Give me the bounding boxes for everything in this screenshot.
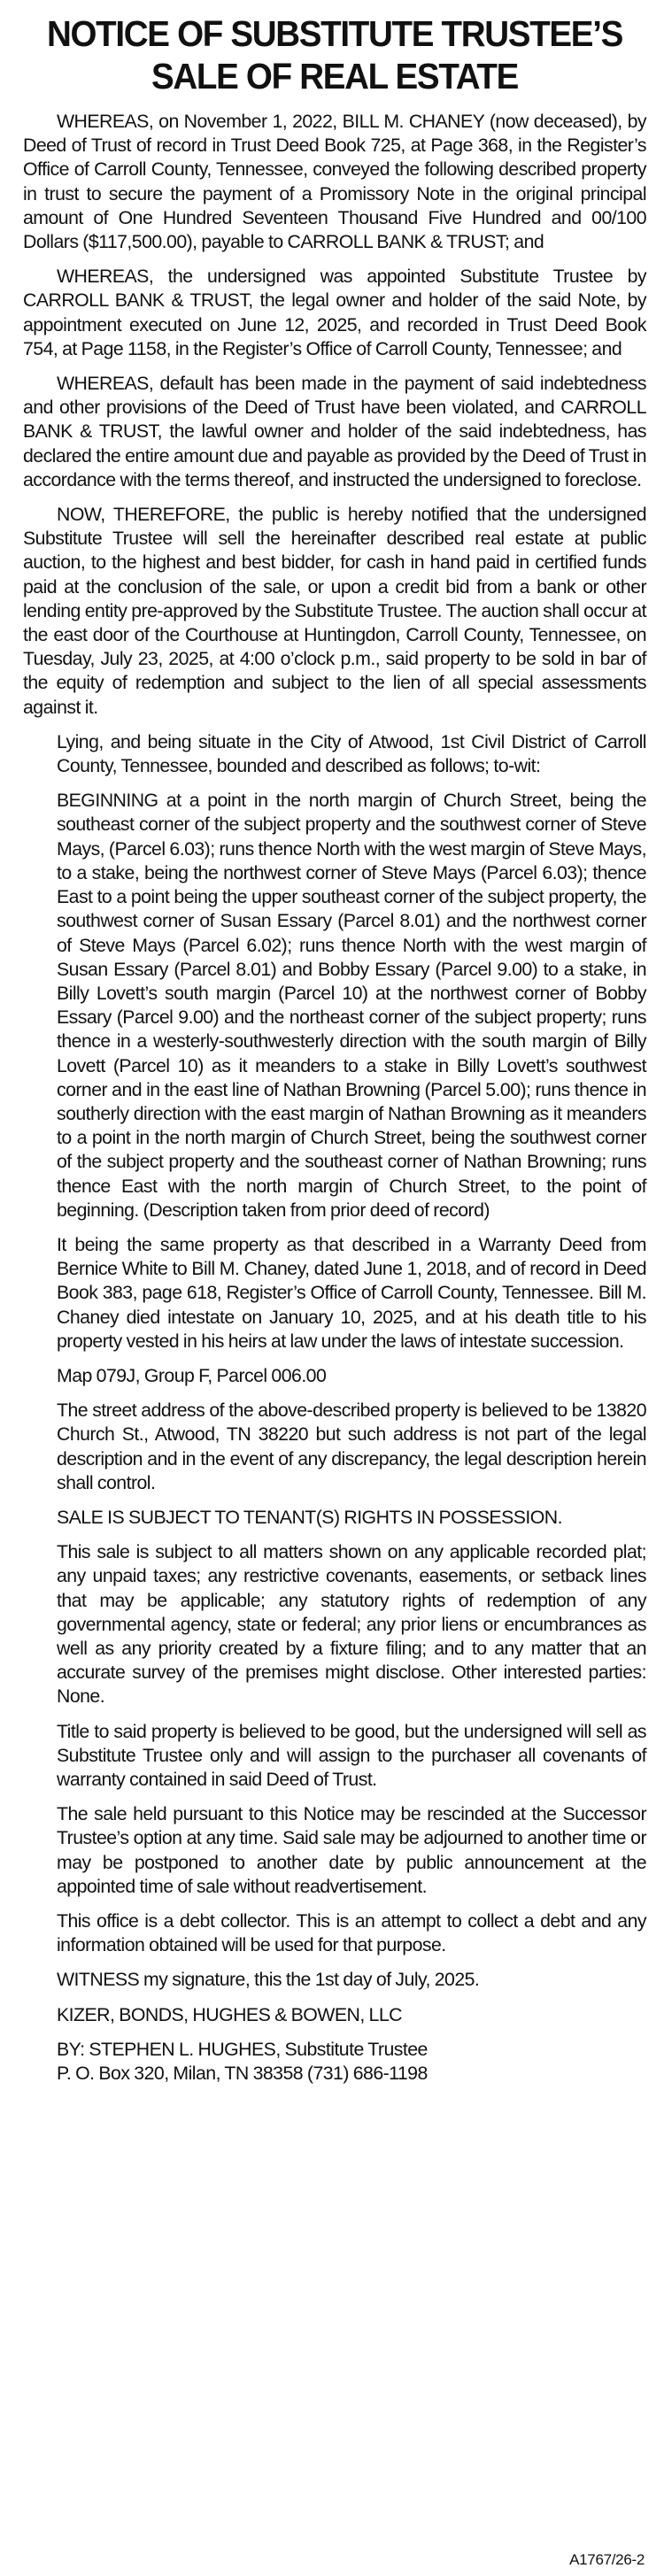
tenant-rights-line: SALE IS SUBJECT TO TENANT(S) RIGHTS IN POSSESSION.	[57, 1506, 562, 1528]
signer-line: BY: STEPHEN L. HUGHES, Substitute Trustee	[57, 2038, 428, 2060]
location-paragraph: Lying, and being situate in the City of Atwood, 1st Civil District of Carroll County, Tennessee, bounded and described as follows; to-wit:	[57, 730, 646, 777]
debt-collector-paragraph: This office is a debt collector. This is an attempt to collect a debt and any information obtained will be used for that purpose.	[57, 1910, 646, 1956]
law-firm-name: KIZER, BONDS, HUGHES & BOWEN, LLC	[57, 2003, 402, 2025]
notice-title	[42, 12, 628, 97]
title-paragraph: Title to said property is believed to be good, but the undersigned will sell as Substitute Trustee only and will assign to the purchaser all covenants of warranty contained in said Deed of Trust.	[57, 1720, 646, 1790]
deed-reference-paragraph: It being the same property as that described in a Warranty Deed from Bernice White to Bill M. Chaney, dated June 1, 2018, and of record in Deed Book 383, page 618, Register’s Office of Carroll County, Tennessee. Bill M. Chaney died intestate on January 10, 2025, and at his death title to his property vested in his heirs at law under the laws of intestate succession.	[57, 1233, 646, 1352]
title-line-2: SALE OF REAL ESTATE	[151, 56, 518, 96]
witness-line: WITNESS my signature, this the 1st day of July, 2025.	[57, 1969, 480, 1991]
legal-description-paragraph: BEGINNING at a point in the north margin of Church Street, being the southeast corner of the subject property and the southwest corner of Steve Mays, (Parcel 6.03); runs thence North with the west margin of Steve Mays, to a stake, being the northwest corner of Steve Mays (Parcel 6.03); thence East to a point being the upper southeast corner of the subject property, the southwest corner of Susan Essary (Parcel 8.01) and the northwest corner of Steve Mays (Parcel 6.02); runs thence North with the west margin of Susan Essary (Parcel 8.01) and Bobby Essary (Parcel 9.00) to a stake, in Billy Lovett’s south margin (Parcel 10) at the northwest corner of Bobby Essary (Parcel 9.00) and the northeast corner of the subject property; runs thence in a westerly-southwesterly direction with the south margin of Billy Lovett (Parcel 10) as it meanders to a stake in Billy Lovett’s southwest corner and in the east line of Nathan Browning (Parcel 5.00); runs thence in southerly direction with the east margin of Nathan Browning as it meanders to a point in the north margin of Church Street, being the southwest corner of the subject property and the southeast corner of Nathan Browning; runs thence East with the north margin of Church Street, to the point of beginning. (Description taken from prior deed of record)	[57, 790, 646, 1221]
sale-notice-paragraph: NOW, THEREFORE, the public is hereby notified that the undersigned Substitute Trustee will sell the hereinafter described real estate at public auction, to the highest and best bidder, for cash in hand paid in certified funds paid at the conclusion of the sale, or upon a credit bid from a bank or other lending entity pre-approved by the Substitute Trustee. The auction shall occur at the east door of the Courthouse at Huntingdon, Carroll County, Tennessee, on Tuesday, July 23, 2025, at 4:00 o’clock p.m., said property to be sold in bar of the equity of redemption and subject to the lien of all special assessments against it.	[23, 504, 646, 718]
ad-reference-number: A1767/26-2	[569, 2551, 645, 2568]
map-parcel-line: Map 079J, Group F, Parcel 006.00	[57, 1364, 327, 1386]
whereas-deed-paragraph: WHEREAS, on November 1, 2022, BILL M. CHANEY (now deceased), by Deed of Trust of record in Trust Deed Book 725, at Page 368, in the Register’s Office of Carroll County, Tennessee, conveyed the following described property in trust to secure the payment of a Promissory Note in the original principal amount of One Hundred Seventeen Thousand Five Hundred and 00/100 Dollars ($117,500.00), payable to CARROLL BANK & TRUST; and	[23, 111, 646, 253]
title-line-1: NOTICE OF SUBSTITUTE TRUSTEE’S	[46, 13, 622, 54]
whereas-default-paragraph: WHEREAS, default has been made in the payment of said indebtedness and other provisions of the Deed of Trust have been violated, and CARROLL BANK & TRUST, the lawful owner and holder of the said indebtedness, has declared the entire amount due and payable as provided by the Deed of Trust in accordance with the terms thereof, and instructed the undersigned to foreclose.	[23, 373, 646, 490]
whereas-appointment-paragraph: WHEREAS, the undersigned was appointed Substitute Trustee by CARROLL BANK & TRUST, the legal owner and holder of the said Note, by appointment executed on June 12, 2025, and recorded in Trust Deed Book 754, at Page 1158, in the Register’s Office of Carroll County, Tennessee; and	[23, 266, 646, 359]
sale-subject-paragraph: This sale is subject to all matters shown on any applicable recorded plat; any unpaid taxes; any restrictive covenants, easements, or setback lines that may be applicable; any statutory rights of redemption of any governmental agency, state or federal; any prior liens or encumbrances as well as any priority created by a fixture filing; and to any matter that an accurate survey of the premises might disclose. Other interested parties: None.	[57, 1541, 646, 1708]
contact-address-line: P. O. Box 320, Milan, TN 38358 (731) 686-1198	[57, 2063, 428, 2085]
street-address-paragraph: The street address of the above-described property is believed to be 13820 Church St., Atwood, TN 38220 but such address is not part of the legal description and in the event of any discrepancy, the legal description herein shall control.	[57, 1400, 646, 1493]
rescission-paragraph: The sale held pursuant to this Notice may be rescinded at the Successor Trustee’s option at any time. Said sale may be adjourned to another time or may be postponed to another date by public announcement at the appointed time of sale without readvertisement.	[57, 1803, 646, 1897]
